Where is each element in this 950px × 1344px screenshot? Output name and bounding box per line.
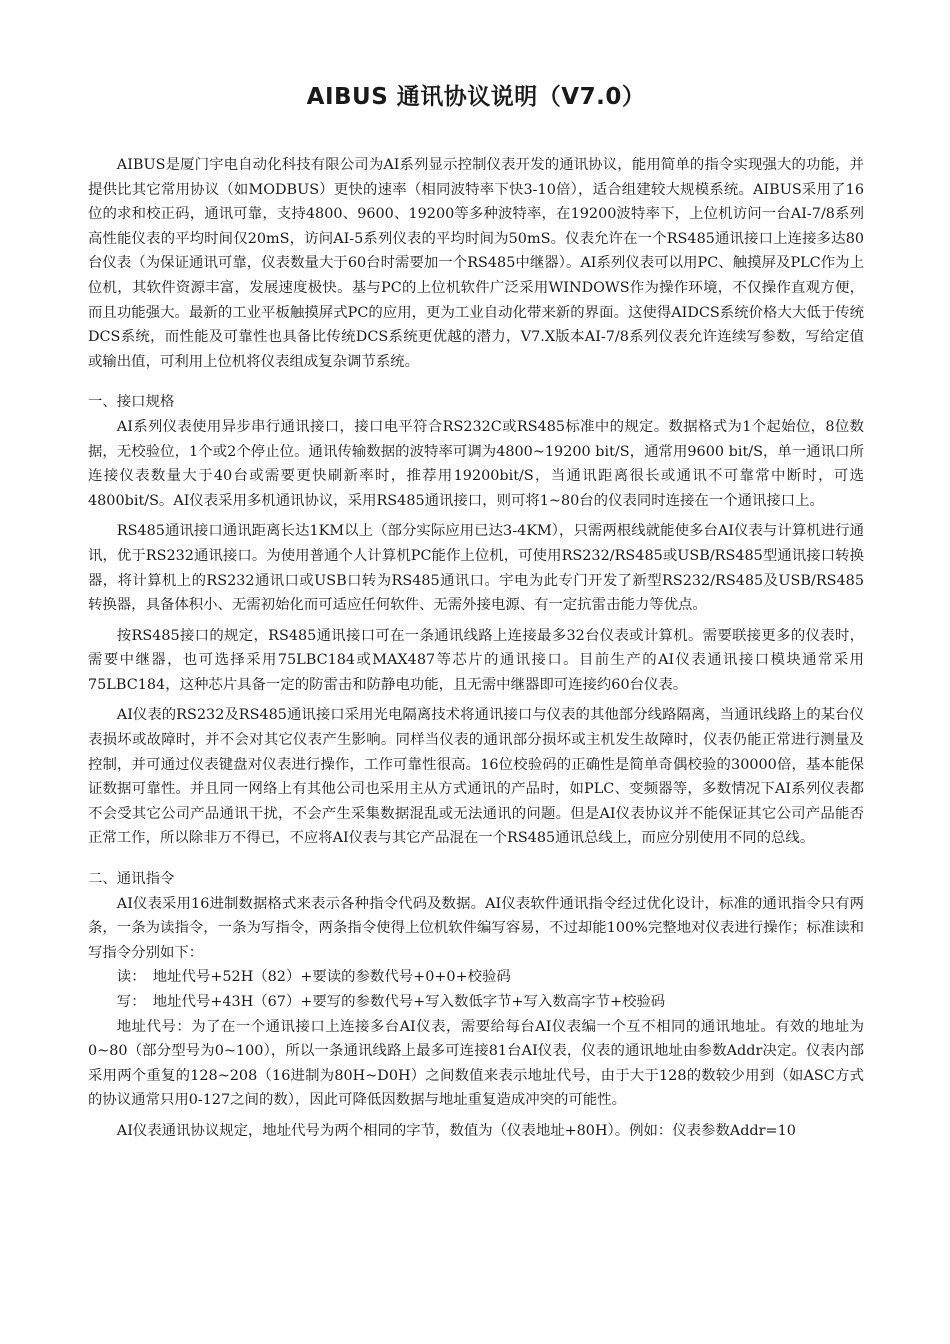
write-command-line: 写： 地址代号+43H（67）+要写的参数代号+写入数低字节+写入数高字节+校验码	[116, 994, 666, 1010]
section-heading-commands: 二、通讯指令	[88, 871, 175, 888]
commands-paragraph-1: AI仪表采用16进制数据格式来表示各种指令代码及数据。AI仪表软件通讯指令经过优化设计，标准的通讯指令只有两条，一条为读指令，一条为写指令，两条指令使得上位机软件编写容易，不过却能100%完整地对仪表进行操作；标准读和写指令分别如下：	[88, 895, 864, 961]
interface-paragraph-2: RS485通讯接口通讯距离长达1KM以上（部分实际应用已达3-4KM），只需两根线就能使多台AI仪表与计算机进行通讯，优于RS232通讯接口。为使用普通个人计算机PC能作上位机，可使用RS232/RS485或USB/RS485型通讯接口转换器，将计算机上的RS232通讯口或USB口转为RS485通讯口。宇电为此专门开发了新型RS232/RS485及USB/RS485转换器，具备体积小、无需初始化而可适应任何软件、无需外接电源、有一定抗雷击能力等优点。	[88, 523, 864, 614]
interface-paragraph-4: AI仪表的RS232及RS485通讯接口采用光电隔离技术将通讯接口与仪表的其他部分线路隔离，当通讯线路上的某台仪表损坏或故障时，并不会对其它仪表产生影响。同样当仪表的通讯部分损坏或主机发生故障时，仪表仍能正常进行测量及控制，并可通过仪表键盘对仪表进行操作，工作可靠性很高。16位校验码的正确性是简单奇偶校验的30000倍，基本能保证数据可靠性。并且同一网络上有其他公司也采用主从方式通讯的产品时，如PLC、变频器等，多数情况下AI系列仪表都不会受其它公司产品通讯干扰，不会产生采集数据混乱或无法通讯的问题。但是AI仪表协议并不能保证其它公司产品能否正常工作，所以除非万不得已，不应将AI仪表与其它产品混在一个RS485通讯总线上，而应分别使用不同的总线。	[88, 707, 864, 847]
read-command-line: 读： 地址代号+52H（82）+要读的参数代号+0+0+校验码	[116, 969, 511, 986]
interface-paragraph-1: AI系列仪表使用异步串行通讯接口，接口电平符合RS232C或RS485标准中的规定。数据格式为1个起始位，8位数据，无校验位，1个或2个停止位。通讯传输数据的波特率可调为4800~19200 bit/S，通常用9600 bit/S，单一通讯口所连接仪表数量大于40台或需要更快刷新率时，推荐用19200bit/S，当通讯距离很长或通讯不可靠常中断时，可选4800bit/S。AI仪表采用多机通讯协议，采用RS485通讯接口，则可将1~80台的仪表同时连接在一个通讯接口上。	[88, 418, 864, 509]
section-heading-interface: 一、接口规格	[88, 394, 175, 411]
page-title: AIBUS 通讯协议说明（V7.0）	[306, 84, 646, 110]
intro-paragraph: AIBUS是厦门宇电自动化科技有限公司为AI系列显示控制仪表开发的通讯协议，能用简单的指令实现强大的功能，并提供比其它常用协议（如MODBUS）更快的速率（相同波特率下快3-10倍），适合组建较大规模系统。AIBUS采用了16位的求和校正码，通讯可靠，支持4800、9600、19200等多种波特率，在19200波特率下，上位机访问一台AI-7/8系列高性能仪表的平均时间仅20mS，访问AI-5系列仪表的平均时间为50mS。仪表允许在一个RS485通讯接口上连接多达80台仪表（为保证通讯可靠，仪表数量大于60台时需要加一个RS485中继器）。AI系列仪表可以用PC、触摸屏及PLC作为上位机，其软件资源丰富，发展速度极快。基与PC的上位机软件广泛采用WINDOWS作为操作环境，不仅操作直观方便，而且功能强大。最新的工业平板触摸屏式PC的应用，更为工业自动化带来新的界面。这使得AIDCS系统价格大大低于传统DCS系统，而性能及可靠性也具备比传统DCS系统更优越的潜力，V7.X版本AI-7/8系列仪表允许连续写参数，写给定值或输出值，可利用上位机将仪表组成复杂调节系统。	[88, 157, 864, 370]
interface-paragraph-3: 按RS485接口的规定，RS485通讯接口可在一条通讯线路上连接最多32台仪表或计算机。需要联接更多的仪表时，需要中继器，也可选择采用75LBC184或MAX487等芯片的通讯接口。目前生产的AI仪表通讯接口模块通常采用75LBC184，这种芯片具备一定的防雷击和防静电功能，且无需中继器即可连接约60台仪表。	[88, 627, 864, 693]
address-rule-paragraph: AI仪表通讯协议规定，地址代号为两个相同的字节，数值为（仪表地址+80H）。例如：仪表参数Addr=10	[116, 1122, 796, 1139]
address-code-paragraph: 地址代号：为了在一个通讯接口上连接多台AI仪表，需要给每台AI仪表编一个互不相同的通讯地址。有效的地址为0~80（部分型号为0~100），所以一条通讯线路上最多可连接81台AI仪表，仪表的通讯地址由参数Addr决定。仪表内部采用两个重复的128~208（16进制为80H~D0H）之间数值来表示地址代号，由于大于128的数较少用到（如ASC方式的协议通常只用0-127之间的数），因此可降低因数据与地址重复造成冲突的可能性。	[88, 1018, 864, 1109]
